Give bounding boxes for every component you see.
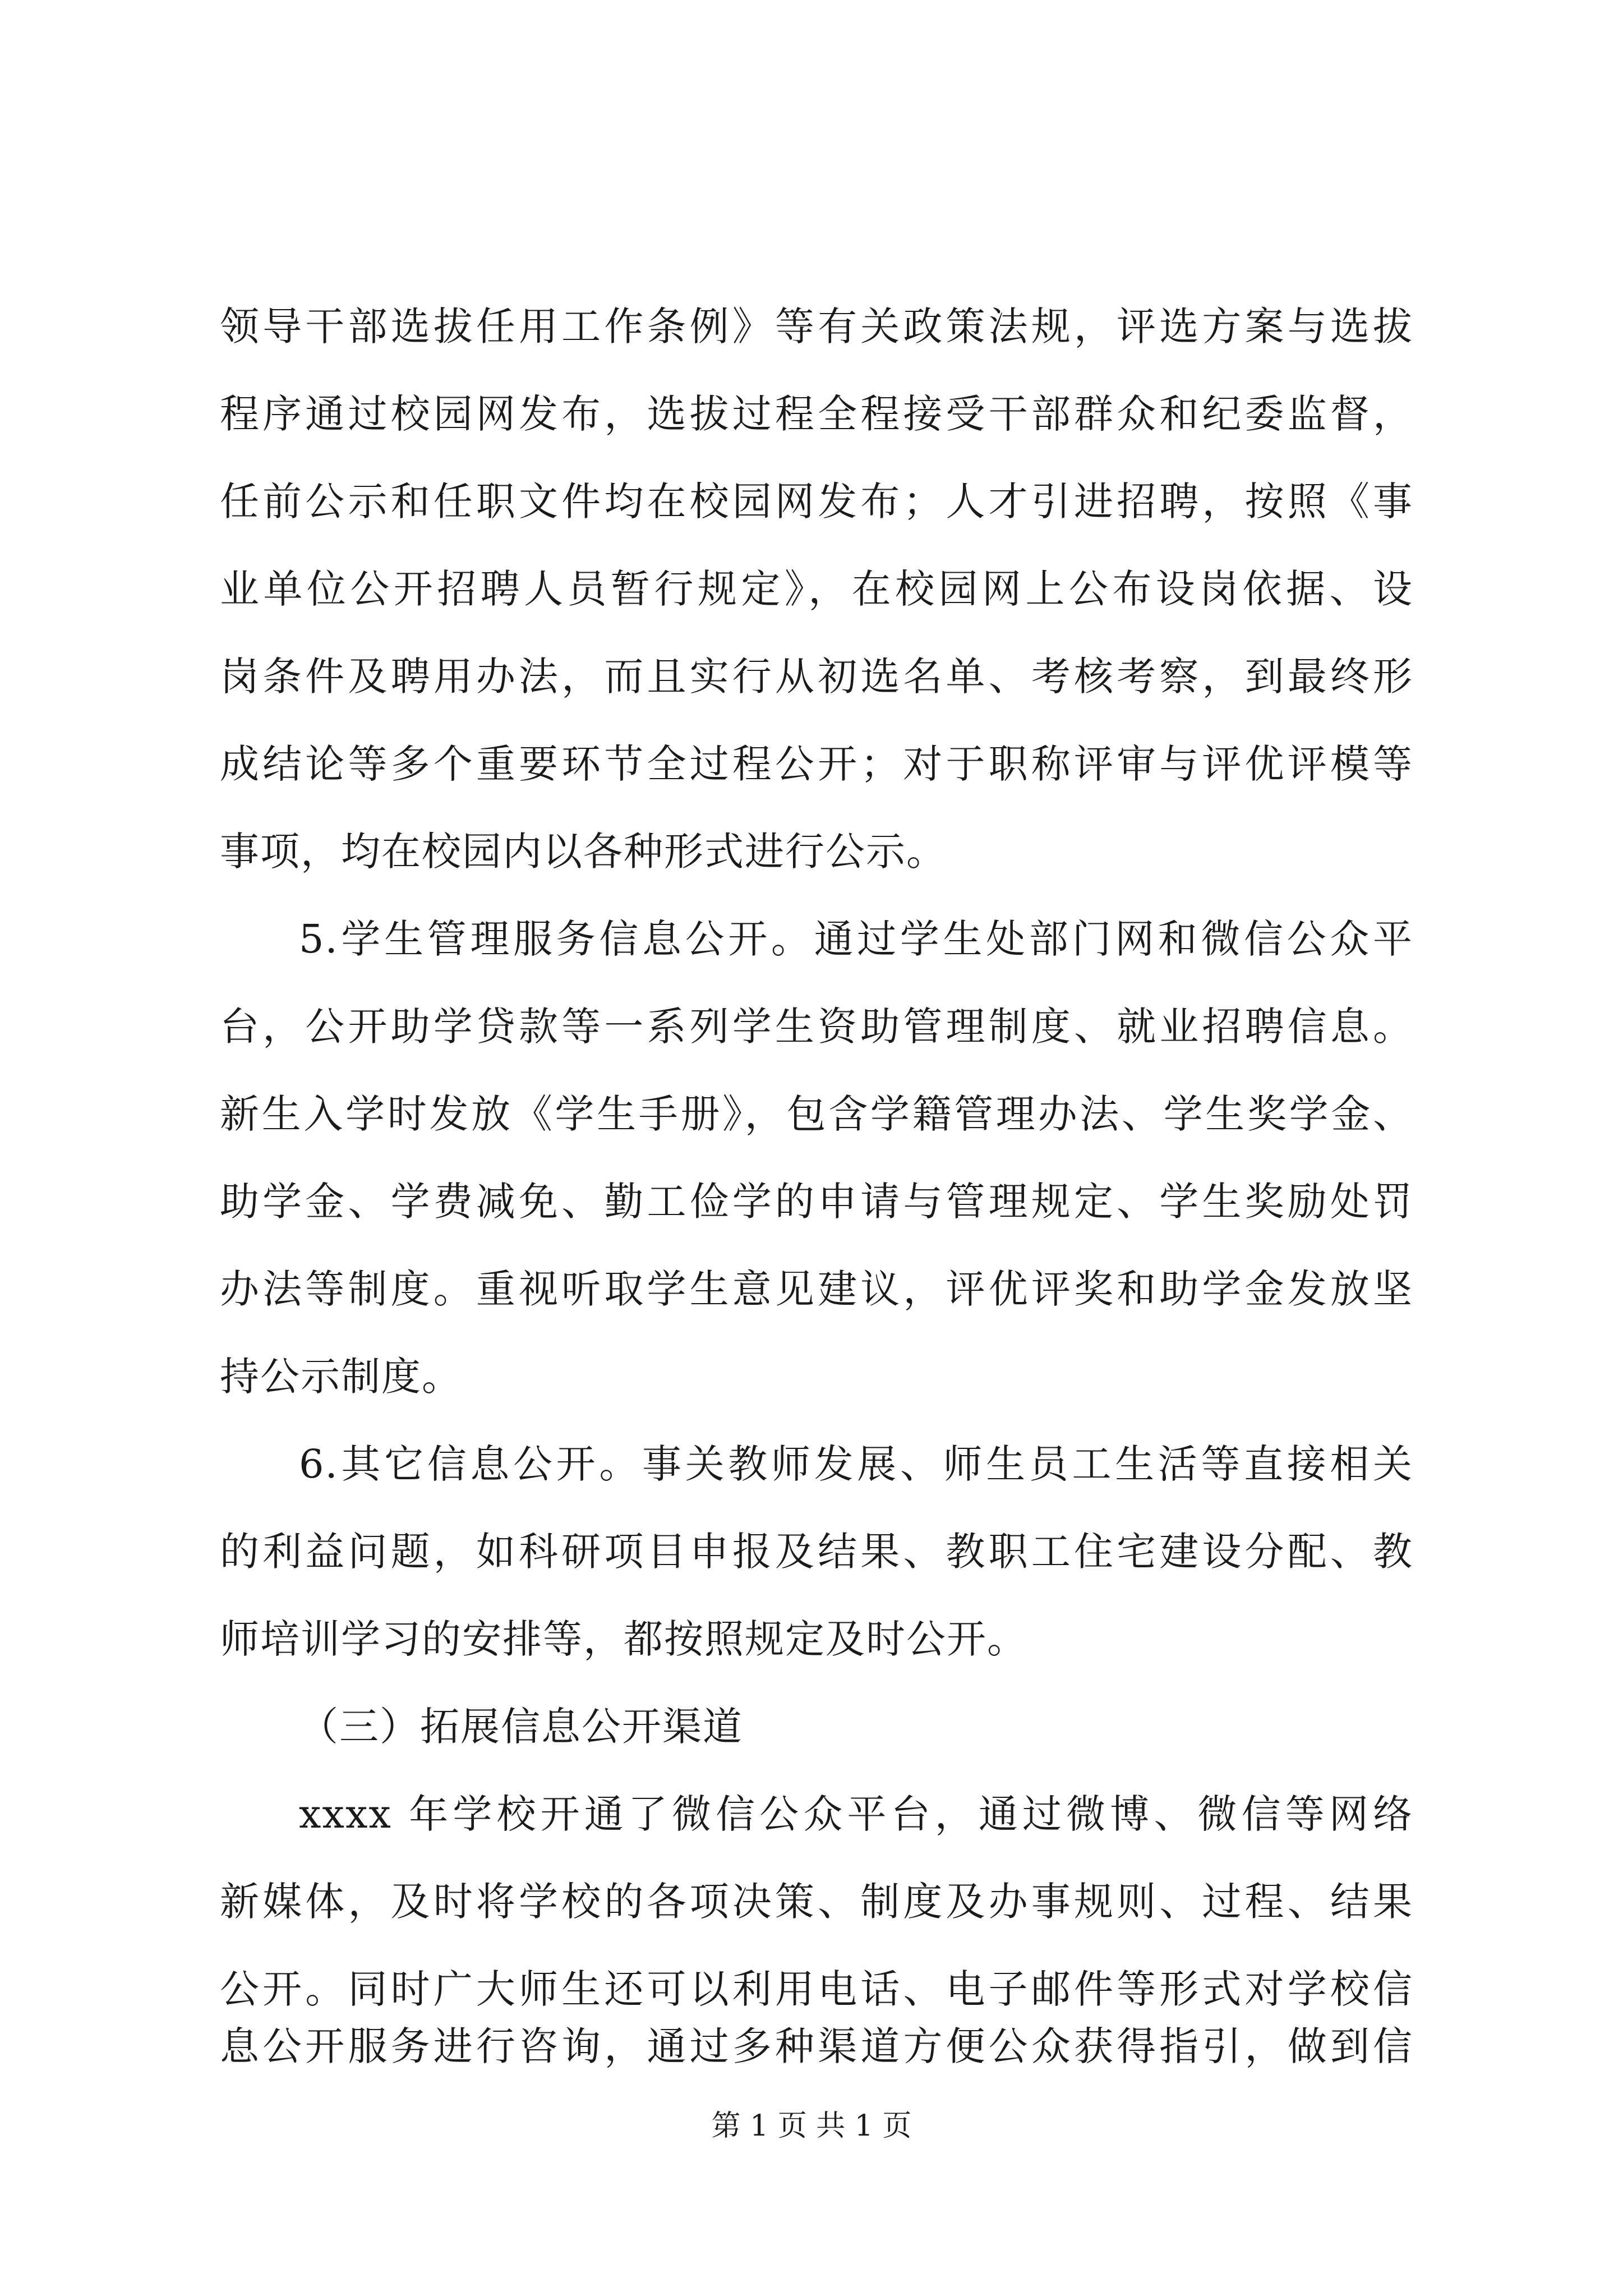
paragraph-line-7: 事项，均在校园内以各种形式进行公示。 bbox=[220, 829, 947, 875]
paragraph-line-20: 公开。同时广大师生还可以利用电话、电子邮件等形式对学校信 bbox=[220, 1966, 1413, 2012]
paragraph-line-16: 师培训学习的安排等，都按照规定及时公开。 bbox=[220, 1616, 1027, 1662]
paragraph-line-11: 助学金、学费减免、勤工俭学的申请与管理规定、学生奖励处罚 bbox=[220, 1179, 1413, 1225]
paragraph-line-14: 6.其它信息公开。事关教师发展、师生员工生活等直接相关 bbox=[299, 1441, 1413, 1487]
paragraph-line-3: 任前公示和任职文件均在校园网发布；人才引进招聘，按照《事 bbox=[220, 478, 1413, 524]
paragraph-line-19: 新媒体，及时将学校的各项决策、制度及办事规则、过程、结果 bbox=[220, 1879, 1413, 1925]
paragraph-line-13: 持公示制度。 bbox=[220, 1354, 462, 1400]
paragraph-line-15: 的利益问题，如科研项目申报及结果、教职工住宅建设分配、教 bbox=[220, 1529, 1413, 1575]
paragraph-line-9: 台，公开助学贷款等一系列学生资助管理制度、就业招聘信息。 bbox=[220, 1004, 1413, 1050]
paragraph-line-10: 新生入学时发放《学生手册》，包含学籍管理办法、学生奖学金、 bbox=[220, 1091, 1413, 1137]
paragraph-line-6: 成结论等多个重要环节全过程公开；对于职称评审与评优评模等 bbox=[220, 741, 1413, 787]
paragraph-line-12: 办法等制度。重视听取学生意见建议，评优评奖和助学金发放坚 bbox=[220, 1266, 1413, 1312]
paragraph-line-21: 息公开服务进行咨询，通过多种渠道方便公众获得指引，做到信 bbox=[220, 2023, 1413, 2069]
paragraph-line-5: 岗条件及聘用办法，而且实行从初选名单、考核考察，到最终形 bbox=[220, 654, 1413, 700]
section-heading: （三）拓展信息公开渠道 bbox=[299, 1704, 743, 1750]
paragraph-line-18: xxxx 年学校开通了微信公众平台，通过微博、微信等网络 bbox=[299, 1791, 1413, 1837]
paragraph-line-8: 5.学生管理服务信息公开。通过学生处部门网和微信公众平 bbox=[299, 916, 1413, 962]
page-footer: 第 1 页 共 1 页 bbox=[711, 2109, 912, 2143]
paragraph-line-1: 领导干部选拔任用工作条例》等有关政策法规，评选方案与选拔 bbox=[220, 303, 1413, 349]
paragraph-line-4: 业单位公开招聘人员暂行规定》，在校园网上公布设岗依据、设 bbox=[220, 566, 1413, 612]
paragraph-line-2: 程序通过校园网发布，选拔过程全程接受干部群众和纪委监督， bbox=[220, 391, 1413, 437]
